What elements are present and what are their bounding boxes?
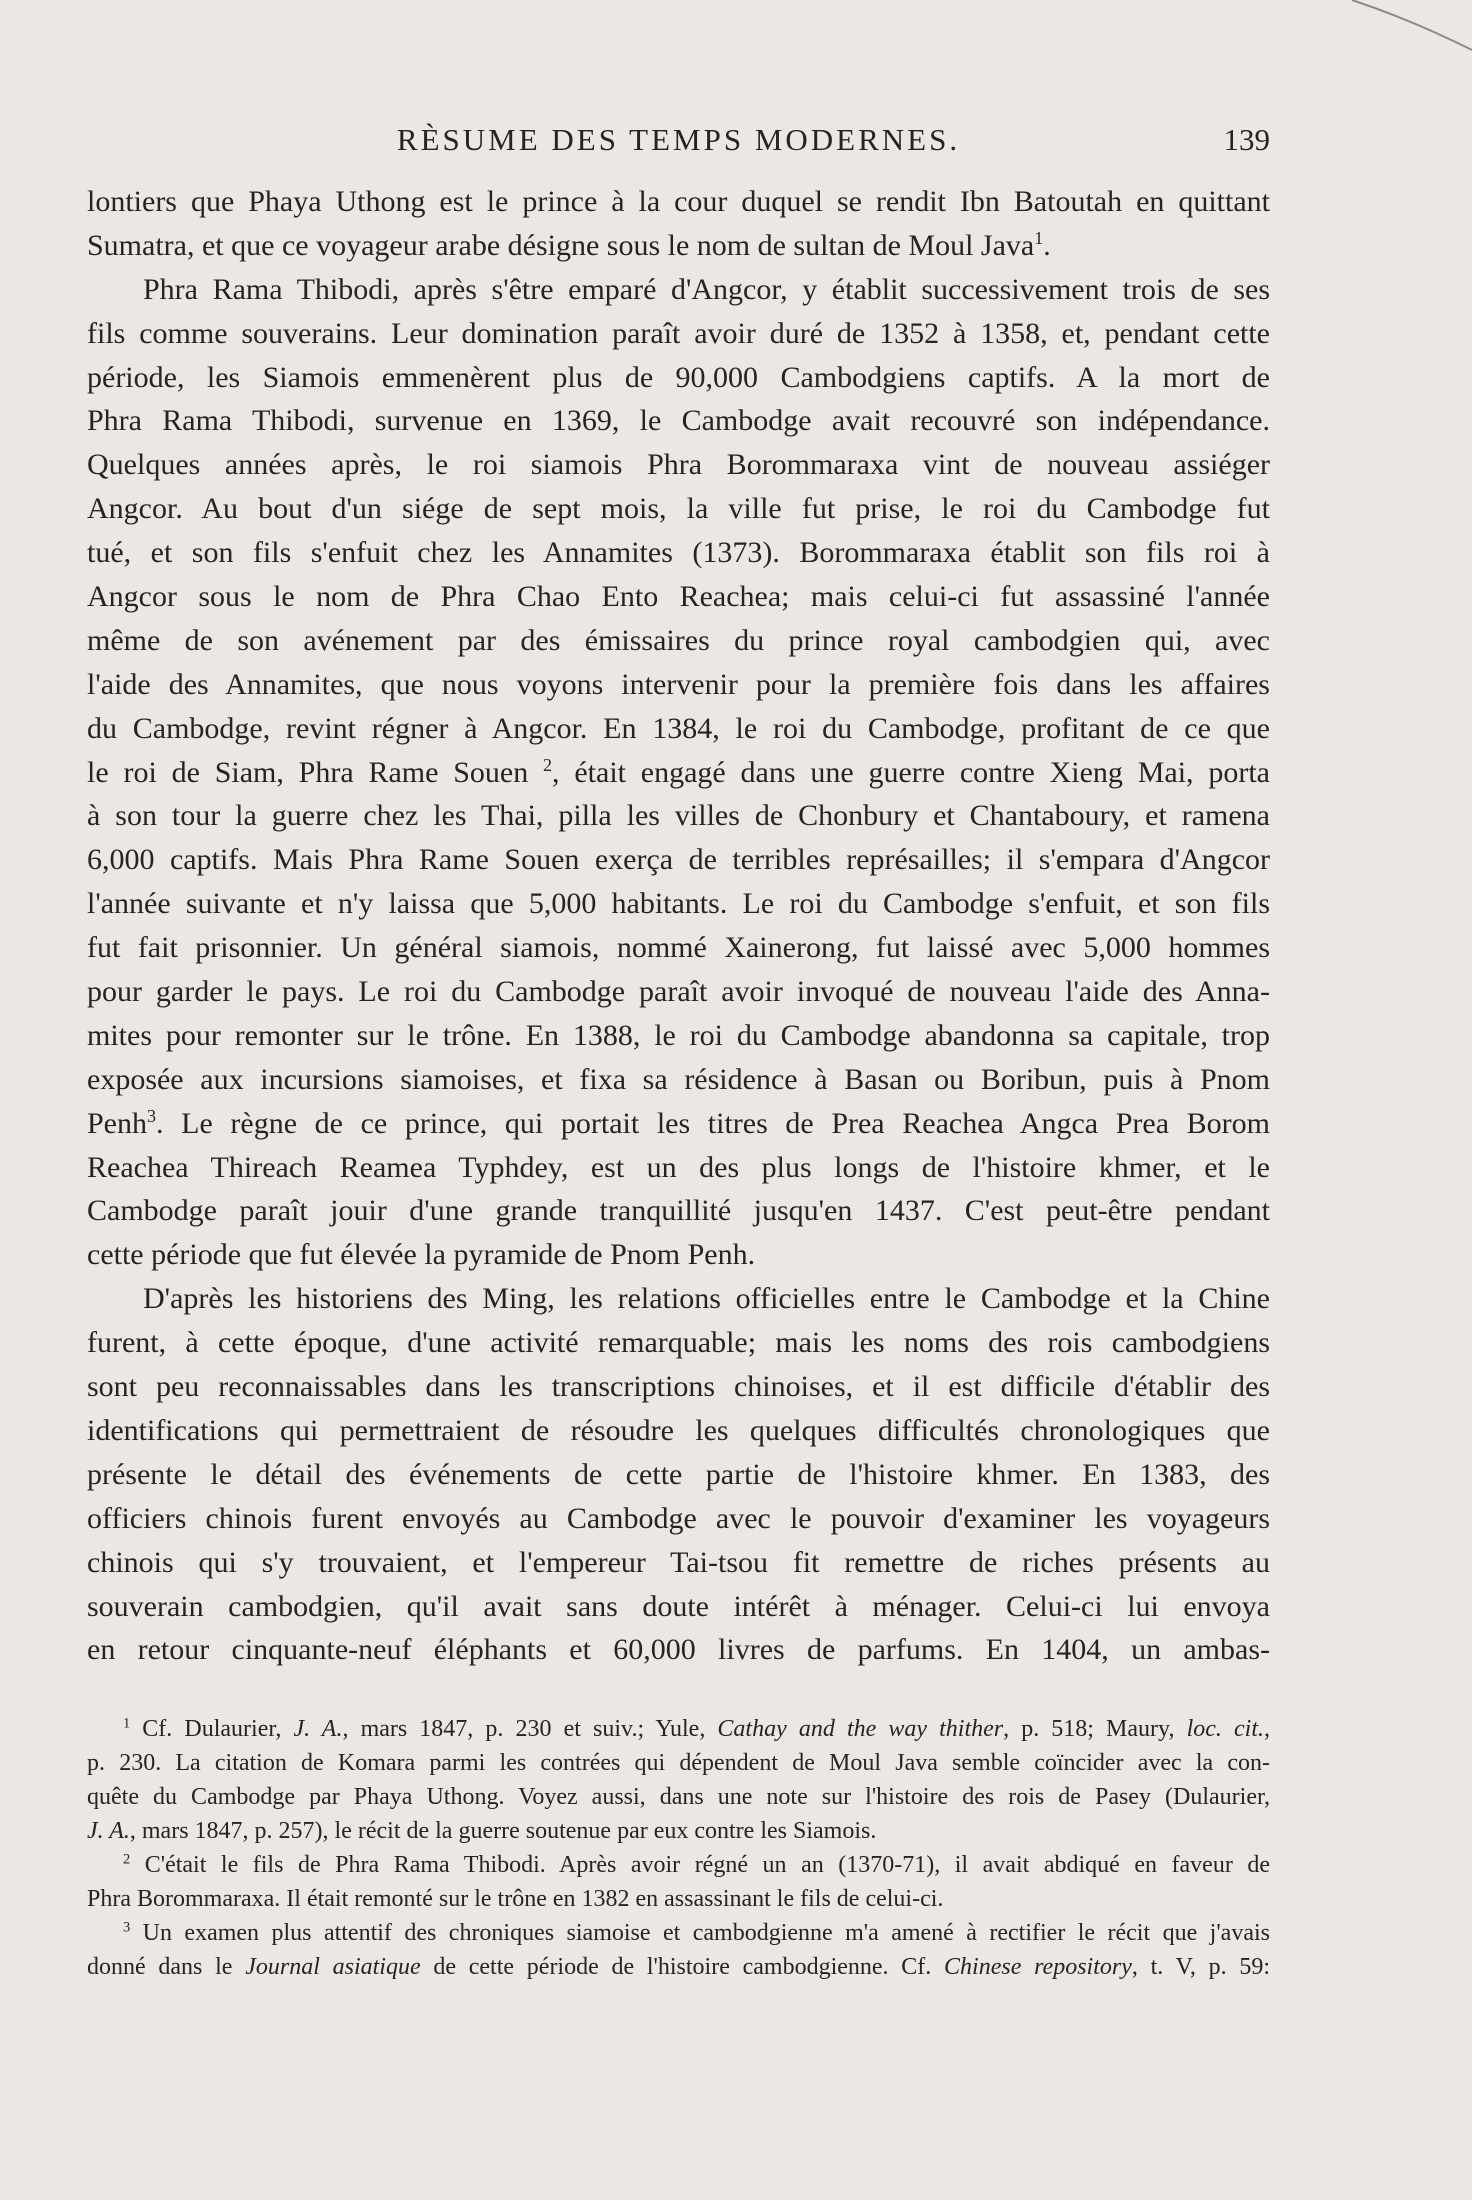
text-line xyxy=(87,399,1270,443)
text-segment: Phra Rama Thibodi, après s'être emparé d'Angcor, y établit successivement trois de ses xyxy=(143,272,1270,306)
text-segment: cette période que fut élevée la pyramide de Pnom Penh. xyxy=(87,1238,756,1272)
text-segment: , p. 518; Maury, xyxy=(1003,1716,1187,1742)
text-segment: l'aide des Annamites, que nous voyons intervenir pour la première fois dans les affaires xyxy=(87,667,1270,701)
footnote-marker: 3 xyxy=(147,1105,156,1126)
text-segment: Penh xyxy=(87,1106,147,1140)
footnote-line xyxy=(87,1916,1270,1950)
text-segment: identifications qui permettraient de résoudre les quelques difficultés chronologiques que xyxy=(87,1413,1270,1447)
text-segment: tué, et son fils s'enfuit chez les Annamites (1373). Borommaraxa établit son fils roi à xyxy=(87,536,1270,570)
footnotes xyxy=(87,1712,1270,1984)
italic-text: Chinese repository xyxy=(944,1954,1132,1980)
text-segment: période, les Siamois emmenèrent plus de 90,000 Cambodgiens captifs. A la mort de xyxy=(87,360,1270,394)
text-segment: D'après les historiens des Ming, les relations officielles entre le Cambodge et la Chine xyxy=(143,1282,1270,1316)
text-segment: chinois qui s'y trouvaient, et l'empereur Tai-tsou fit remettre de riches présents au xyxy=(87,1545,1270,1579)
text-line xyxy=(87,1058,1270,1102)
text-segment: sont peu reconnaissables dans les transcriptions chinoises, et il est difficile d'établir des xyxy=(87,1370,1270,1404)
text-segment: mites pour remonter sur le trône. En 1388, le roi du Cambodge abandonna sa capitale, trop xyxy=(87,1018,1270,1052)
text-segment: Phra Borommaraxa. Il était remonté sur le trône en 1382 en assassinant le fils de celui-ci. xyxy=(87,1886,944,1912)
text-line xyxy=(87,1233,1270,1277)
text-line xyxy=(87,1453,1270,1497)
text-segment: Quelques années après, le roi siamois Phra Borommaraxa vint de nouveau assiéger xyxy=(87,448,1270,482)
italic-text: loc. cit. xyxy=(1186,1716,1264,1742)
text-line xyxy=(87,268,1270,312)
footnote-line xyxy=(87,1848,1270,1882)
running-title: RÈSUME DES TEMPS MODERNES. xyxy=(396,122,961,157)
text-segment: 6,000 captifs. Mais Phra Rame Souen exerça de terribles représailles; il s'empara d'Angcor xyxy=(87,843,1270,877)
text-line xyxy=(87,1321,1270,1365)
text-segment: p. 230. La citation de Komara parmi les contrées qui dépendent de Moul Java semble coïncider avec la con- xyxy=(87,1750,1270,1776)
text-segment: quête du Cambodge par Phaya Uthong. Voyez aussi, dans une note sur l'histoire des rois de Pasey (Dulaurier, xyxy=(87,1784,1270,1810)
text-line xyxy=(87,1102,1270,1146)
footnote-line xyxy=(87,1746,1270,1780)
footnote-marker: 2 xyxy=(123,1851,131,1868)
text-segment: Angcor sous le nom de Phra Chao Ento Reachea; mais celui-ci fut assassiné l'année xyxy=(87,580,1270,614)
text-line xyxy=(87,838,1270,882)
text-line xyxy=(87,1365,1270,1409)
text-segment: Un examen plus attentif des chroniques siamoise et cambodgienne m'a amené à rectifier le récit que j'avais xyxy=(130,1920,1270,1946)
text-line xyxy=(87,1277,1270,1321)
text-line xyxy=(87,575,1270,619)
text-segment: C'était le fils de Phra Rama Thibodi. Après avoir régné un an (1370-71), il avait abdiqué en faveur de xyxy=(130,1852,1270,1878)
text-segment: Cambodge paraît jouir d'une grande tranquillité jusqu'en 1437. C'est peut-être pendant xyxy=(87,1194,1270,1228)
footnote-line xyxy=(87,1882,1270,1916)
text-line xyxy=(87,794,1270,838)
text-segment: . xyxy=(1043,228,1051,262)
text-segment: présente le détail des événements de cette partie de l'histoire khmer. En 1383, des xyxy=(87,1457,1270,1491)
page-number: 139 xyxy=(1223,122,1270,157)
text-line xyxy=(87,1628,1270,1672)
text-segment: , était engagé dans une guerre contre Xieng Mai, porta xyxy=(552,755,1270,789)
text-segment: Phra Rama Thibodi, survenue en 1369, le Cambodge avait recouvré son indépendance. xyxy=(87,404,1270,438)
footnote-marker: 1 xyxy=(123,1715,131,1732)
text-segment: , t. V, p. 59: xyxy=(1131,1954,1271,1980)
text-line xyxy=(87,1585,1270,1629)
text-segment: en retour cinquante-neuf éléphants et 60,000 livres de parfums. En 1404, un ambas- xyxy=(87,1633,1270,1667)
footnote-line xyxy=(87,1950,1270,1984)
text-line xyxy=(87,1409,1270,1453)
text-segment: le roi de Siam, Phra Rame Souen xyxy=(87,755,544,789)
footnote-line xyxy=(87,1814,1270,1848)
text-line xyxy=(87,443,1270,487)
text-segment: donné dans le xyxy=(87,1954,246,1980)
text-segment: à son tour la guerre chez les Thai, pilla les villes de Chonbury et Chantaboury, et ramena xyxy=(87,799,1270,833)
text-segment: du Cambodge, revint régner à Angcor. En 1384, le roi du Cambodge, profitant de ce que xyxy=(87,711,1270,745)
text-segment: Angcor. Au bout d'un siége de sept mois, la ville fut prise, le roi du Cambodge fut xyxy=(87,492,1270,526)
text-segment: souverain cambodgien, qu'il avait sans doute intérêt à ménager. Celui-ci lui envoya xyxy=(87,1589,1270,1623)
text-line xyxy=(87,1541,1270,1585)
italic-text: J. A. xyxy=(87,1818,130,1844)
text-line xyxy=(87,970,1270,1014)
text-segment: fils comme souverains. Leur domination paraît avoir duré de 1352 à 1358, et, pendant cette xyxy=(87,316,1270,350)
text-segment: exposée aux incursions siamoises, et fixa sa résidence à Basan ou Boribun, puis à Pnom xyxy=(87,1062,1270,1096)
italic-text: Cathay and the way thither xyxy=(717,1716,1004,1742)
text-line xyxy=(87,1014,1270,1058)
italic-text: Journal asiatique xyxy=(245,1954,421,1980)
text-line xyxy=(87,1189,1270,1233)
text-line xyxy=(87,882,1270,926)
text-segment: fut fait prisonnier. Un général siamois, nommé Xainerong, fut laissé avec 5,000 hommes xyxy=(87,931,1270,965)
text-line xyxy=(87,180,1270,224)
text-segment: . Le règne de ce prince, qui portait les titres de Prea Reachea Angca Prea Borom xyxy=(156,1106,1270,1140)
page-header xyxy=(87,122,1270,168)
text-segment: lontiers que Phaya Uthong est le prince à la cour duquel se rendit Ibn Batoutah en quittant xyxy=(87,185,1270,218)
text-line xyxy=(87,531,1270,575)
text-segment: , mars 1847, p. 257), le récit de la guerre soutenue par eux contre les Siamois. xyxy=(129,1818,877,1844)
text-line xyxy=(87,1497,1270,1541)
text-line xyxy=(87,1146,1270,1190)
text-line xyxy=(87,663,1270,707)
footnote-marker: 2 xyxy=(543,754,553,775)
footnote-marker: 3 xyxy=(123,1919,131,1936)
text-line xyxy=(87,619,1270,663)
text-segment: Cf. Dulaurier, xyxy=(130,1716,294,1742)
text-segment: officiers chinois furent envoyés au Cambodge avec le pouvoir d'examiner les voyageurs xyxy=(87,1501,1270,1535)
text-segment: , mars 1847, p. 230 et suiv.; Yule, xyxy=(342,1716,718,1742)
text-segment: furent, à cette époque, d'une activité remarquable; mais les noms des rois cambodgiens xyxy=(87,1326,1270,1360)
text-line xyxy=(87,707,1270,751)
text-segment: de cette période de l'histoire cambodgienne. Cf. xyxy=(420,1954,945,1980)
text-segment: Reachea Thireach Reamea Typhdey, est un des plus longs de l'histoire khmer, et le xyxy=(87,1150,1270,1184)
text-segment: Sumatra, et que ce voyageur arabe désigne sous le nom de sultan de Moul Java xyxy=(87,228,1035,262)
text-line xyxy=(87,312,1270,356)
text-line xyxy=(87,487,1270,531)
text-line xyxy=(87,926,1270,970)
text-line xyxy=(87,751,1270,795)
text-line xyxy=(87,224,1270,268)
footnote-line xyxy=(87,1780,1270,1814)
text-segment: l'année suivante et n'y laissa que 5,000 habitants. Le roi du Cambodge s'enfuit, et son fils xyxy=(87,887,1270,921)
text-line xyxy=(87,356,1270,400)
footnote-line xyxy=(87,1712,1270,1746)
footnote-marker: 1 xyxy=(1034,228,1044,249)
text-segment: même de son avénement par des émissaires du prince royal cambodgien qui, avec xyxy=(87,623,1270,657)
page-edge-curve xyxy=(1312,0,1472,60)
text-segment: , xyxy=(1264,1716,1270,1742)
main-text xyxy=(87,180,1270,1672)
text-segment: pour garder le pays. Le roi du Cambodge paraît avoir invoqué de nouveau l'aide des Anna- xyxy=(87,975,1270,1009)
italic-text: J. A. xyxy=(293,1716,343,1742)
